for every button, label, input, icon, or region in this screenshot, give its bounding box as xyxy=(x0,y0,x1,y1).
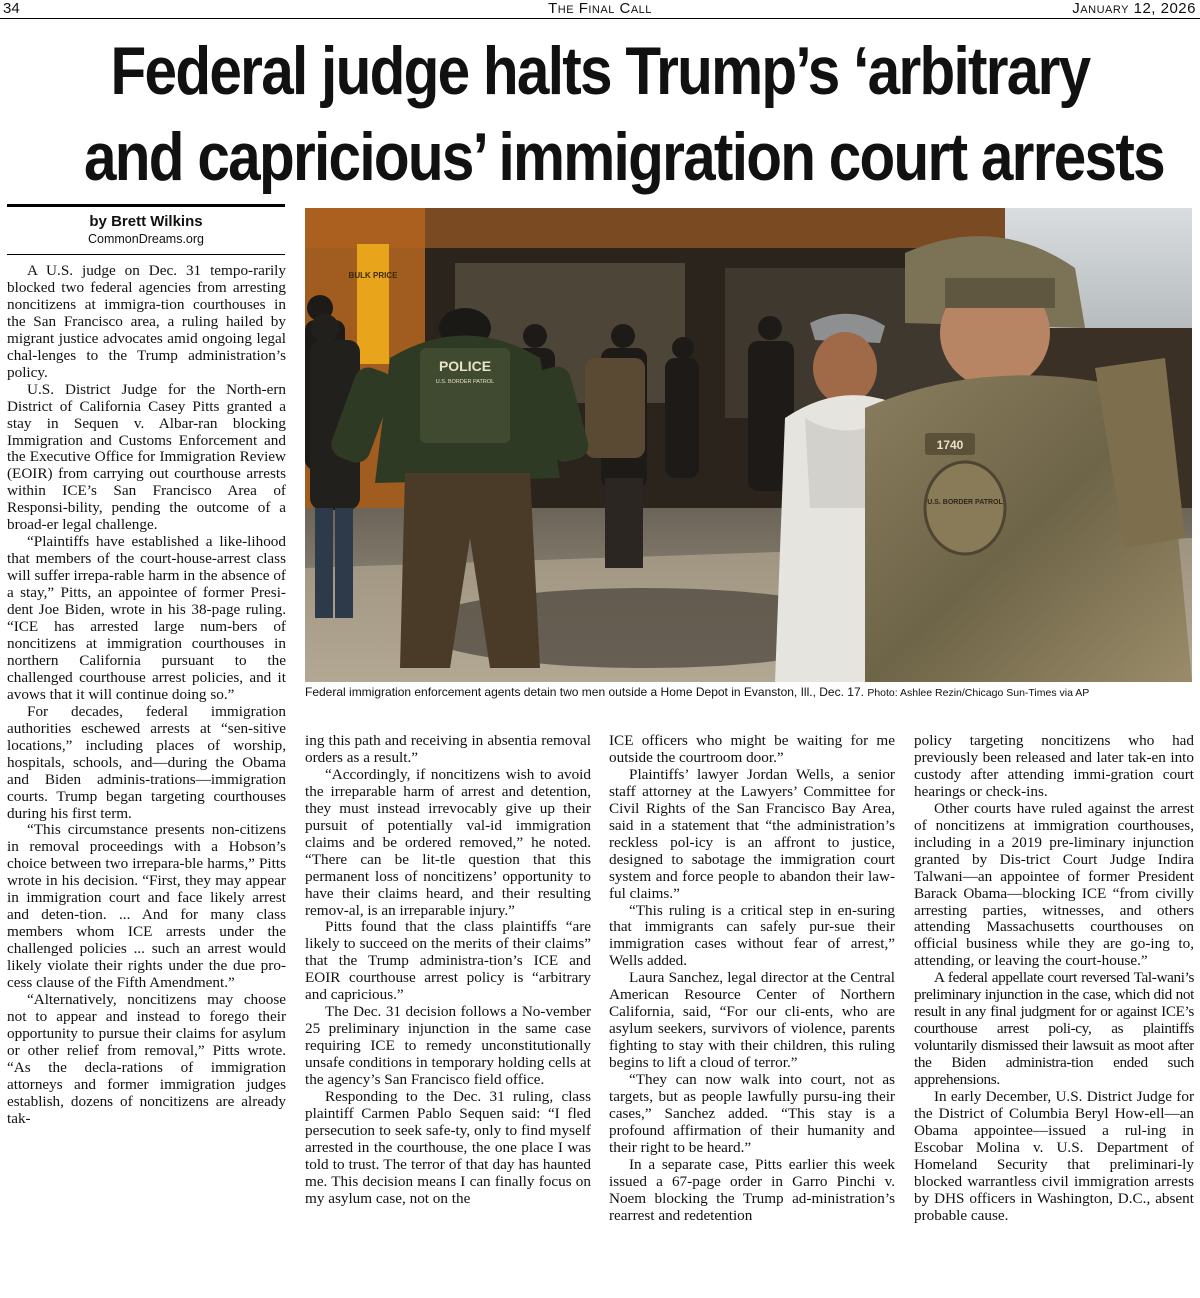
article-column-4 xyxy=(914,733,1194,1298)
article-column-3 xyxy=(609,733,895,1298)
article-column-2 xyxy=(305,733,591,1298)
paragraph: “Plaintiffs have established a like-lihood that members of the court-house-arrest class will suffer irrepa-rable harm in the absence of a stay,” Pitts, an appointee of former Presi-dent Joe Biden, wrote in his 38-page ruling. “ICE has arrested large num-bers of noncitizens at immigration courthouses in northern California pursuant to the challenged courthouse arrest policies, and it avows that it will continue doing so.” xyxy=(7,533,286,703)
photo-credit: Photo: Ashlee Rezin/Chicago Sun-Times via AP xyxy=(867,687,1090,699)
paragraph: Plaintiffs’ lawyer Jordan Wells, a senior staff attorney at the Lawyers’ Committee for Civil Rights of the San Francisco Bay Area, said in a statement that “the administration’s reckless pol-icy is an affront to justice, designed to sabotage the immigration court system and force people to abandon their law-ful claims.” xyxy=(609,765,895,902)
photo-caption xyxy=(305,685,1192,700)
paragraph: ICE officers who might be waiting for me outside the courtroom door.” xyxy=(609,733,895,766)
svg-text:BULK PRICE: BULK PRICE xyxy=(348,271,398,280)
paragraph: Pitts found that the class plaintiffs “are likely to succeed on the merits of their claims” that the Trump administra-tion’s ICE and EOIR courthouse arrest policy is “arbitrary and capricious.” xyxy=(305,918,591,1004)
svg-text:U.S. BORDER PATROL: U.S. BORDER PATROL xyxy=(435,379,495,385)
paragraph: Other courts have ruled against the arrest of noncitizens at immigration courthouses, including in a 2019 pre-liminary injunction granted by Dis-trict Court Judge Indira Talwani—an appointee of former President Barack Obama—blocking ICE “from civilly arresting parties, witnesses, and others attending Massachusetts courthouses on official business while they are go-ing to, attending, or leaving the court-house.” xyxy=(914,799,1194,970)
byline-author: by Brett Wilkins xyxy=(89,213,203,230)
headline-line-2: and capricious’ immigration court arrests xyxy=(84,119,1164,195)
paragraph: Responding to the Dec. 31 ruling, class plaintiff Carmen Pablo Sequen said: “I fled persecution to seek safe-ty, only to find myself arrested in the courthouse, the one place I was told to trust. The terror of that day has haunted me. This decision means I can finally focus on my asylum case, not on the xyxy=(305,1088,591,1207)
page-folio xyxy=(0,0,1200,19)
paragraph: Laura Sanchez, legal director at the Central American Resource Center of Northern California, said, “For our cli-ents, who are asylum seekers, survivors of violence, parents fighting to stay with their children, this ruling begins to lift a cloud of terror.” xyxy=(609,969,895,1072)
page-number: 34 xyxy=(3,0,20,17)
paragraph: In a separate case, Pitts earlier this week issued a 67-page order in Garro Pinchi v. Noem blocking the Trump ad-ministration’s rearrest and redetention xyxy=(609,1155,895,1224)
paragraph: ing this path and receiving in absentia removal orders as a result.” xyxy=(305,733,591,766)
byline xyxy=(7,213,285,247)
paragraph: “Accordingly, if noncitizens wish to avoid the irreparable harm of arrest and detention, they must instead irrevocably give up their pursuit of potentially val-id immigration claims and be ordered removed,” he noted. “There can be lit-tle question that this permanent loss of noncitizens’ opportunity to have their claims heard, and their resulting remov-al, is an irreparable injury.” xyxy=(305,765,591,919)
news-photo xyxy=(305,208,1192,682)
paragraph: “This circumstance presents non-citizens in removal proceedings with a Hobson’s choice between two irrepara-ble harms,” Pitts wrote in his decision. “First, they may appear in immigration court and face likely arrest and deten-tion. ... And for many class members whom ICE arrests under the challenged policies ... such an arrest would likely violate their rights under the due pro-cess clause of the Fifth Amendment.” xyxy=(7,821,286,992)
article-column-1 xyxy=(7,263,286,1298)
caption-text: Federal immigration enforcement agents detain two men outside a Home Depot in Evanston, Ill., Dec. 17. xyxy=(305,685,864,699)
byline-bottom-rule xyxy=(7,254,285,255)
headline xyxy=(84,28,1164,200)
byline-top-rule xyxy=(7,204,285,207)
paragraph: For decades, federal immigration authorities eschewed arrests at “sen-sitive locations,” including places of worship, hospitals, schools, and—during the Obama and Biden adminis-trations—immigration courts. Trump began targeting courthouses during his first term. xyxy=(7,702,286,822)
paragraph: “Alternatively, noncitizens may choose not to appear and instead to forego their opportunity to pursue their claims for asylum or other relief from removal,” Pitts wrote. “As the decla-rations of immigration attorneys and former immigration judges establish, dozens of noncitizens are already tak- xyxy=(7,990,286,1127)
paragraph: A federal appellate court reversed Tal-wani’s preliminary injunction in the case, which did not result in any final judgment for or against ICE’s courthouse arrest poli-cy, as plaintiffs voluntarily dismissed their lawsuit as moot after the Biden administra-tion ended such apprehensions. xyxy=(914,969,1194,1089)
paragraph: “This ruling is a critical step in en-suring that immigrants can safely pur-sue their immigration cases without fear of arrest,” Wells added. xyxy=(609,901,895,970)
paragraph: In early December, U.S. District Judge for the District of Columbia Beryl How-ell—an Obama appointee—issued a rul-ing in Escobar Molina v. U.S. Department of Homeland Security that preliminari-ly blocked warrantless civil immigration arrests by DHS officers in Washington, D.C., absent probable cause. xyxy=(914,1088,1194,1224)
paragraph: The Dec. 31 decision follows a No-vember 25 preliminary injunction in the same case requiring ICE to remedy unconstitutionally unsafe conditions in temporary holding cells at the agency’s San Francisco field office. xyxy=(305,1003,591,1089)
svg-text:1740: 1740 xyxy=(936,438,964,452)
publication-name: The Final Call xyxy=(548,0,652,17)
paragraph: “They can now walk into court, not as targets, but as people lawfully pursu-ing their cases,” Sanchez added. “This stay is a profound affirmation of their humanity and their right to be heard.” xyxy=(609,1071,895,1156)
issue-date: January 12, 2026 xyxy=(1072,0,1196,17)
headline-line-1: Federal judge halts Trump’s ‘arbitrary xyxy=(110,33,1090,109)
byline-source: CommonDreams.org xyxy=(87,232,204,246)
paragraph: policy targeting noncitizens who had previously been released and later tak-en into custody after attending immi-gration court hearings or check-ins. xyxy=(914,733,1194,800)
paragraph: U.S. District Judge for the North-ern District of California Casey Pitts granted a stay in Sequen v. Albar-ran blocking Immigration and Customs Enforcement and the Executive Office for Immigration Review (EOIR) from carrying out courthouse arrests within ICE’s San Francisco Area of Responsi-bility, pending the outcome of a broad-er legal challenge. xyxy=(7,380,286,534)
svg-text:POLICE: POLICE xyxy=(438,358,492,374)
paragraph: A U.S. judge on Dec. 31 tempo-rarily blocked two federal agencies from arresting noncitizens at immigra-tion courthouses in the San Francisco area, a ruling hailed by migrant justice advocates amid ongoing legal chal-lenges to the Trump administration’s policy. xyxy=(7,263,286,381)
svg-text:U.S. BORDER PATROL: U.S. BORDER PATROL xyxy=(927,499,1003,506)
